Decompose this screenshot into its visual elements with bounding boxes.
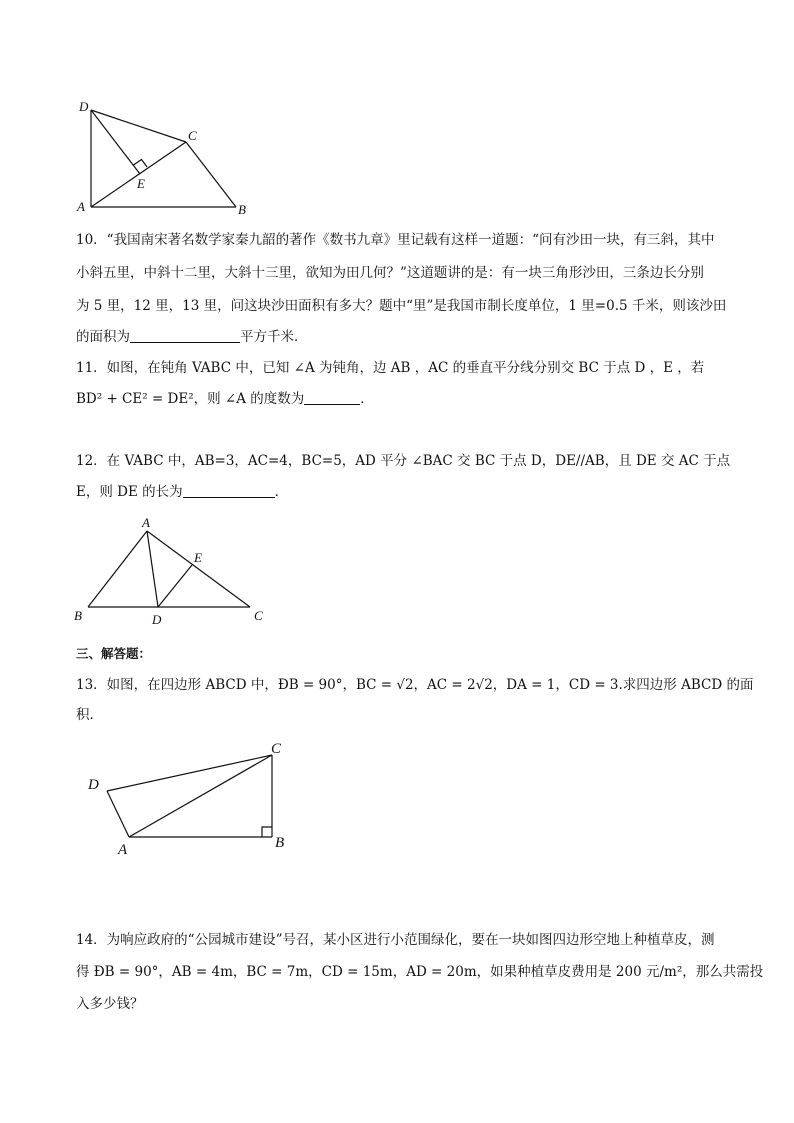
segment-ac [129, 755, 272, 837]
segment-da [107, 791, 129, 837]
label-e: E [137, 176, 145, 191]
q12-line-2-pre: E，则 DE 的长为 [76, 484, 183, 500]
label-c: C [271, 741, 282, 757]
q10-line-4-post: 平方千米． [240, 329, 308, 345]
label-b: B [74, 608, 82, 623]
q10-line-3: 为 5 里，12 里，13 里，问这块沙田面积有多大？题中“里”是我国市制长度单位，1 里=0.5 千米，则该沙田 [76, 298, 727, 314]
figure-quadrilateral-dcab [70, 96, 270, 221]
figure-quadrilateral-svg [70, 96, 270, 221]
q14-line-1: 14．为响应政府的“公园城市建设”号召，某小区进行小范围绿化，要在一块如图四边形空地上种植草皮，测 [76, 932, 715, 948]
q10-line-4-pre: 的面积为 [76, 329, 130, 345]
segment-dc [91, 110, 186, 142]
segment-ba [88, 531, 147, 607]
q11-line-1: 11．如图，在钝角 VABC 中，已知 ∠A 为钝角，边 AB ，AC 的垂直平分线分别交 BC 于点 D ，E ，若 [76, 360, 705, 376]
section-heading: 三、解答题： [76, 646, 152, 661]
segment-ac [91, 142, 186, 207]
label-a: A [118, 842, 128, 858]
figure-abcd-svg [80, 738, 300, 858]
segment-cb [186, 142, 236, 207]
q11-line-2-post: ． [360, 391, 374, 407]
label-d: D [79, 99, 89, 114]
q12-line-1: 12．在 VABC 中，AB=3，AC=4，BC=5，AD 平分 ∠BAC 交 BC 于点 D，DE//AB，且 DE 交 AC 于点 [76, 453, 731, 469]
q12-line-2-post: ． [274, 484, 289, 500]
q11-line-2-pre: BD² + CE² = DE²，则 ∠A 的度数为 [76, 391, 305, 407]
label-b: B [238, 202, 246, 217]
q10-line-1: 10．“我国南宋著名数学家秦九韶的著作《数书九章》里记载有这样一道题：“问有沙田一块，有三斜，其中 [76, 232, 715, 248]
label-a: A [142, 515, 150, 530]
q13-line-2: 积． [76, 707, 103, 723]
label-d: D [88, 777, 99, 793]
label-a: A [77, 199, 85, 214]
label-c: C [188, 128, 197, 143]
segment-ac [147, 531, 250, 607]
segment-ad [147, 531, 158, 607]
label-c: C [254, 608, 263, 623]
segment-de [91, 110, 140, 174]
q12-answer-blank [183, 483, 275, 498]
q14-line-2: 得 ÐB = 90°，AB = 4m，BC = 7m，CD = 15m，AD = 20m，如果种植草皮费用是 200 元/m²，那么共需投 [76, 964, 764, 980]
figure-triangle-abc [70, 512, 280, 632]
right-angle-mark-b [262, 827, 272, 837]
label-d: D [152, 612, 162, 627]
label-e: E [194, 550, 202, 565]
q10-line-4 [76, 327, 308, 347]
segment-de [158, 565, 192, 607]
q14-line-3: 入多少钱？ [76, 996, 144, 1012]
segment-dc [107, 755, 272, 791]
q10-answer-blank [130, 328, 240, 343]
q12-line-2 [76, 482, 288, 502]
right-angle-mark-e [134, 160, 148, 168]
q13-line-1: 13．如图，在四边形 ABCD 中，ÐB = 90°，BC = √2，AC = 2√2，DA = 1，CD = 3.求四边形 ABCD 的面 [76, 677, 754, 693]
figure-quadrilateral-abcd [80, 738, 300, 858]
label-b: B [275, 835, 285, 851]
q11-answer-blank [304, 390, 360, 405]
q10-line-2: 小斜五里，中斜十二里，大斜十三里，欲知为田几何？”这道题讲的是：有一块三角形沙田，三条边长分别 [76, 265, 704, 281]
q11-line-2 [76, 389, 374, 409]
figure-triangle-svg [70, 512, 280, 632]
